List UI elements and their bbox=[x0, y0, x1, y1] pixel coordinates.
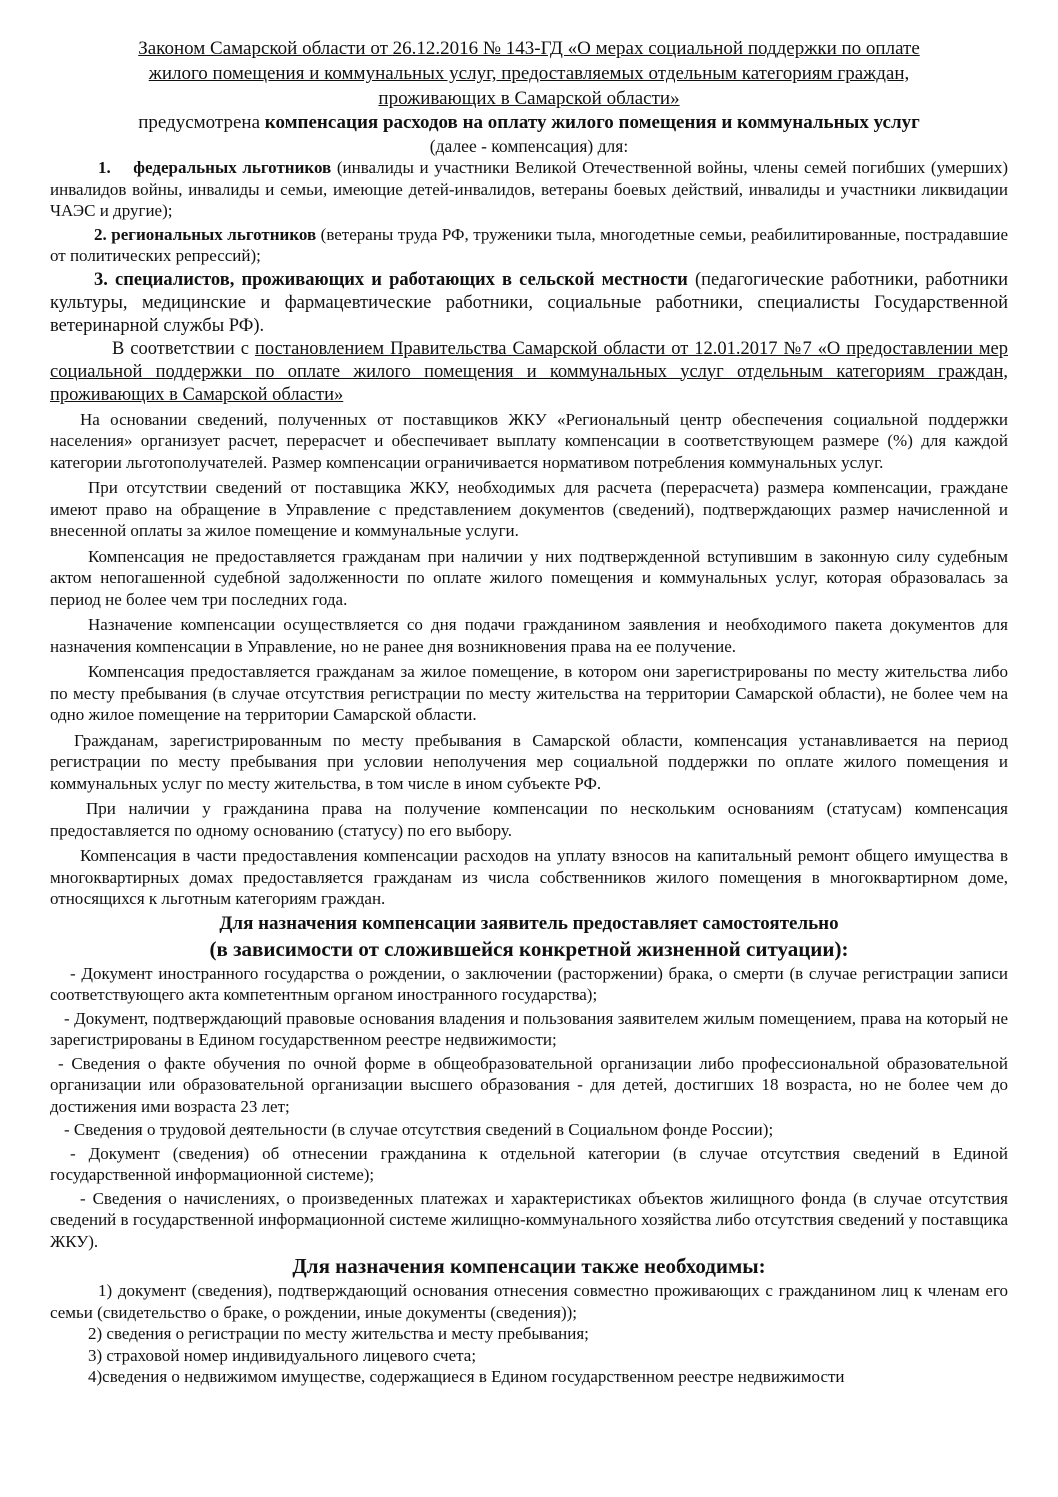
category-2-num: 2. bbox=[94, 224, 107, 244]
law-title-line-2: жилого помещения и коммунальных услуг, предоставляемых отдельным категориям граждан, bbox=[148, 63, 910, 84]
category-3-text: (педагогические работники, работники культуры, медицинские и фармацевтические работники, социальные работники, специалисты Государственной ветеринарной службы РФ). bbox=[50, 269, 1008, 336]
law-title-line-3: проживающих в Самарской области» bbox=[378, 88, 680, 109]
category-1-title: федеральных льготников bbox=[133, 158, 332, 177]
self-item-3: - Сведения о факте обучения по очной форме в общеобразовательной организации либо профессиональной образовательной организации или образовательной организации высшего образования - для детей, достигших 18 возраста, но не более чем до достижения ими возраста 23 лет; bbox=[50, 1053, 1008, 1116]
also-item-1: 1) документ (сведения), подтверждающий основания отнесения совместно проживающих с гражданином лиц к членам его семьи (свидетельство о браке, о рождении, иные документы (сведения)); bbox=[50, 1281, 1008, 1322]
category-2 bbox=[50, 224, 1008, 267]
intro-bold: компенсация расходов на оплату жилого помещения и коммунальных услуг bbox=[264, 112, 920, 133]
self-item-2: - Документ, подтверждающий правовые основания владения и пользования заявителем жилым помещением, права на который не зарегистрированы в Едином государственном реестре недвижимости; bbox=[50, 1008, 1008, 1049]
self-heading-line-2: (в зависимости от сложившейся конкретной жизненной ситуации): bbox=[209, 936, 849, 961]
paragraph-7: При наличии у гражданина права на получение компенсации по нескольким основаниям (статусам) компенсация предоставляется по одному основанию (статусу) по его выбору. bbox=[50, 799, 1008, 840]
resolution-link[interactable]: постановлением Правительства Самарской области от 12.01.2017 №7 «О предоставлении мер социальной поддержки по оплате жилого помещения и коммунальных услуг отдельным категориям граждан, проживающих в Самарской области» bbox=[50, 338, 1008, 405]
law-title-line-1: Законом Самарской области от 26.12.2016 № 143-ГД «О мерах социальной поддержки по оплате bbox=[138, 38, 920, 59]
intro-sub: (далее - компенсация) для: bbox=[429, 136, 629, 156]
category-1-num: 1. bbox=[98, 158, 111, 177]
paragraph-5: Компенсация предоставляется гражданам за жилое помещение, в котором они зарегистрированы по месту жительства либо по месту пребывания (в случае отсутствия регистрации по месту жительства на территории Самарской области), не более чем на одно жилое помещение на территории Самарской области. bbox=[50, 662, 1008, 724]
also-heading: Для назначения компенсации также необходимы: bbox=[292, 1254, 766, 1278]
category-3-num: 3 bbox=[94, 269, 104, 290]
also-item-2: 2) сведения о регистрации по месту жительства и месту пребывания; bbox=[88, 1324, 589, 1343]
self-heading-line-1: Для назначения компенсации заявитель предоставляет самостоятельно bbox=[219, 912, 839, 934]
resolution-prefix: В соответствии с bbox=[112, 338, 255, 359]
self-item-5: - Документ (сведения) об отнесении гражданина к отдельной категории (в случае отсутствия сведений в Единой государственной информационной системе); bbox=[50, 1143, 1008, 1184]
paragraph-4: Назначение компенсации осуществляется со дня подачи гражданином заявления и необходимого пакета документов для назначения компенсации в Управление, но не ранее дня возникновения права на ее получение. bbox=[50, 615, 1008, 656]
paragraph-3: Компенсация не предоставляется гражданам при наличии у них подтвержденной вступившим в законную силу судебным актом непогашенной судебной задолженности по оплате жилого помещения и коммунальных услуг, которая образовалась за период не более чем три последних года. bbox=[50, 546, 1008, 609]
self-item-6: - Сведения о начислениях, о произведенных платежах и характеристиках объектов жилищного фонда (в случае отсутствия сведений в государственной информационной системе жилищно-коммунального хозяйства либо отсутствия сведений у поставщика ЖКУ). bbox=[50, 1188, 1008, 1251]
also-item-4: 4)сведения о недвижимом имуществе, содержащиеся в Едином государственном реестре недвижимости bbox=[88, 1367, 845, 1386]
category-2-text: (ветераны труда РФ, труженики тыла, многодетные семьи, реабилитированные, пострадавшие от политических репрессий); bbox=[50, 224, 1008, 265]
intro-prefix: предусмотрена bbox=[138, 112, 265, 133]
category-3-title: . специалистов, проживающих и работающих в сельской местности bbox=[103, 269, 688, 290]
self-item-1: - Документ иностранного государства о рождении, о заключении (расторжении) брака, о смерти (в случае регистрации записи соответствующего акта компетентным органом иностранного государства); bbox=[50, 963, 1008, 1004]
paragraph-2: При отсутствии сведений от поставщика ЖКУ, необходимых для расчета (перерасчета) размера компенсации, граждане имеют право на обращение в Управление с представлением документов (сведений), подтверждающих размер начисленной и внесенной оплаты за жилое помещение и коммунальные услуги. bbox=[50, 478, 1008, 540]
paragraph-1: На основании сведений, полученных от поставщиков ЖКУ «Региональный центр обеспечения социальной поддержки населения» организует расчет, перерасчет и обеспечивает выплату компенсации в соответствующем размере (%) для каждой категории льготополучателей. Размер компенсации ограничивается нормативом потребления коммунальных услуг. bbox=[50, 409, 1008, 472]
category-2-title: региональных льготников bbox=[111, 224, 317, 244]
resolution-paragraph bbox=[50, 338, 1008, 407]
category-1-text: (инвалиды и участники Великой Отечественной войны, члены семей погибших (умерших) инвалидов войны, инвалиды и семьи, имеющие детей-инвалидов, ветераны боевых действий, инвалиды и участники ликвидации ЧАЭС и другие); bbox=[50, 158, 1009, 220]
category-1 bbox=[50, 157, 1008, 222]
category-3 bbox=[50, 269, 1008, 338]
self-item-4: - Сведения о трудовой деятельности (в случае отсутствия сведений в Социальном фонде России); bbox=[64, 1120, 774, 1139]
also-item-3: 3) страховой номер индивидуального лицевого счета; bbox=[88, 1345, 477, 1365]
intro-line bbox=[50, 111, 1008, 135]
paragraph-8: Компенсация в части предоставления компенсации расходов на уплату взносов на капитальный ремонт общего имущества в многоквартирных домах предоставляется гражданам из числа собственников жилого помещения в многоквартирном доме, относящихся к льготным категориям граждан. bbox=[50, 846, 1008, 908]
paragraph-6: Гражданам, зарегистрированным по месту пребывания в Самарской области, компенсация устанавливается на период регистрации по месту пребывания при условии неполучения мер социальной поддержки по оплате жилого помещения и коммунальных услуг по месту жительства, в том числе в ином субъекте РФ. bbox=[50, 730, 1008, 793]
